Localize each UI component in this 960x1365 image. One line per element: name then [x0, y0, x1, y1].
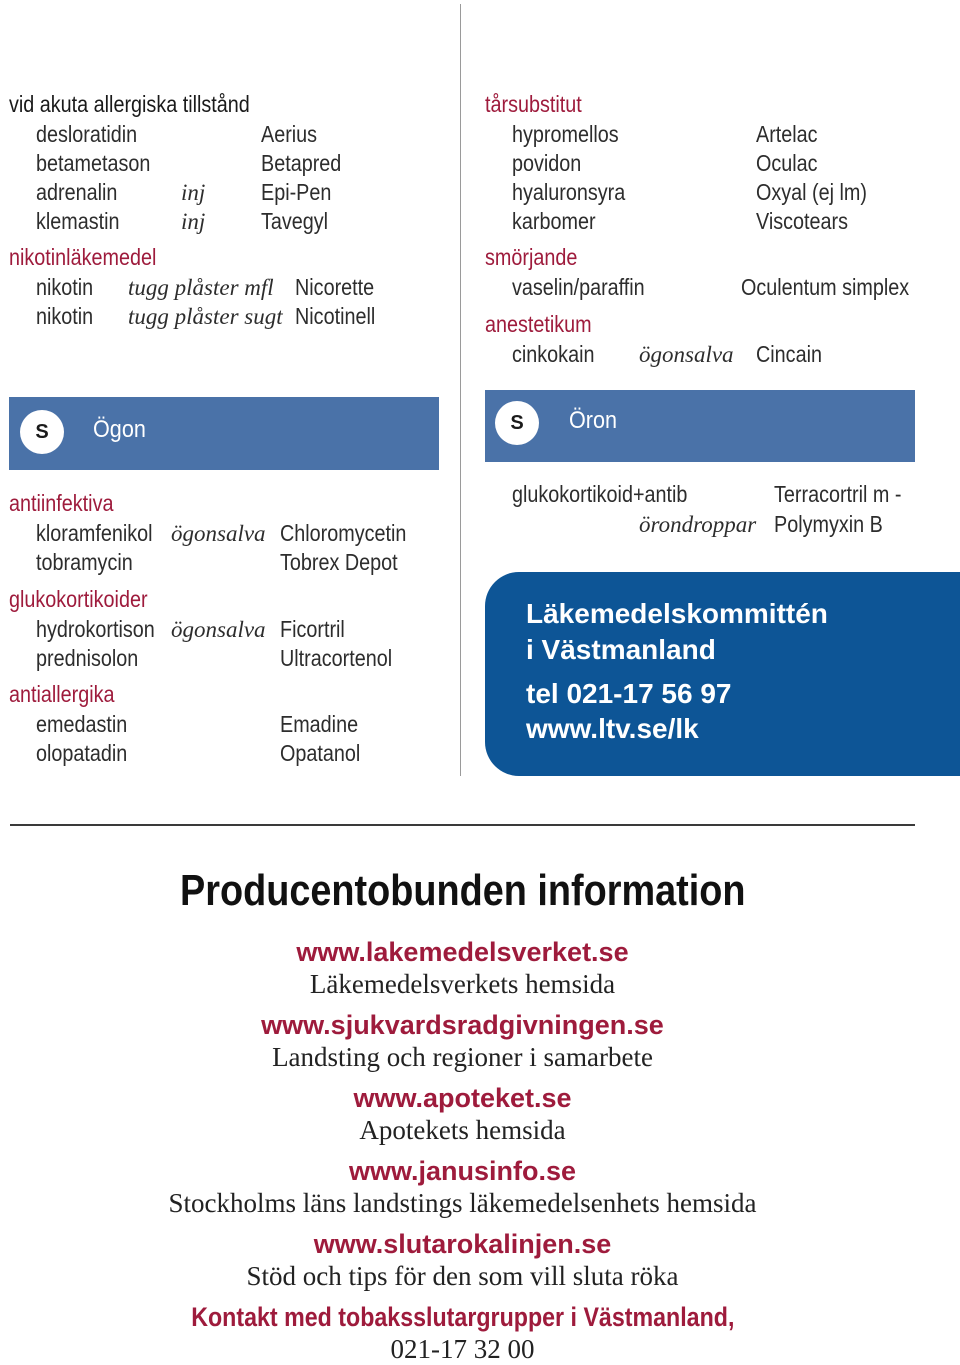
contact-text: Kontakt med tobaksslutargrupper i Västmanland, — [190, 1302, 735, 1332]
link-lakemedelsverket[interactable]: www.lakemedelsverket.se — [296, 937, 629, 967]
substance: klemastin — [36, 208, 120, 234]
brand: Cincain — [756, 341, 822, 367]
substance: prednisolon — [36, 645, 139, 671]
brand: Polymyxin B — [774, 511, 883, 537]
link-description: Stöd och tips för den som vill sluta röka — [246, 1261, 679, 1291]
brand: Chloromycetin — [280, 520, 407, 546]
brand: Viscotears — [756, 208, 848, 234]
dosage-form: inj — [181, 209, 206, 234]
link-janusinfo[interactable]: www.janusinfo.se — [348, 1156, 577, 1186]
heading-antiinfective: antiinfektiva — [9, 490, 114, 516]
contact-phone: 021-17 32 00 — [390, 1334, 535, 1364]
substance: adrenalin — [36, 179, 118, 205]
dosage-form: ögonsalva — [171, 617, 266, 642]
substance: glukokortikoid+antib — [512, 481, 688, 507]
dosage-form: ögonsalva — [171, 521, 266, 546]
heading-nicotine: nikotinläkemedel — [9, 244, 157, 270]
link-description: Apotekets hemsida — [359, 1115, 566, 1145]
badge-eyes: S — [20, 410, 64, 454]
dosage-form: inj — [181, 180, 206, 205]
committee-phone: tel 021-17 56 97 — [526, 678, 732, 709]
brand: Oxyal (ej lm) — [756, 179, 867, 205]
brand: Epi-Pen — [261, 179, 332, 205]
substance: nikotin — [36, 303, 94, 329]
badge-ears: S — [495, 401, 539, 445]
substance: karbomer — [512, 208, 596, 234]
brand: Oculac — [756, 150, 818, 176]
section-divider — [10, 824, 915, 826]
column-divider — [460, 4, 461, 776]
substance: betametason — [36, 150, 151, 176]
dosage-form: örondroppar — [639, 512, 757, 537]
substance: kloramfenikol — [36, 520, 153, 546]
substance: olopatadin — [36, 740, 128, 766]
substance: vaselin/paraffin — [512, 274, 645, 300]
link-description: Läkemedelsverkets hemsida — [309, 969, 616, 999]
link-apoteket[interactable]: www.apoteket.se — [353, 1083, 572, 1113]
substance: hypromellos — [512, 121, 619, 147]
banner-ears — [485, 390, 915, 462]
banner-eyes — [9, 397, 439, 470]
substance: povidon — [512, 150, 582, 176]
info-heading: Producentobunden information — [179, 866, 746, 915]
brand: Opatanol — [280, 740, 361, 766]
brand: Ultracortenol — [280, 645, 393, 671]
heading-lubricant: smörjande — [485, 244, 578, 270]
brand: Betapred — [261, 150, 342, 176]
dosage-form: tugg plåster sugt — [128, 304, 283, 329]
brand: Artelac — [756, 121, 818, 147]
brand: Tobrex Depot — [280, 549, 398, 575]
substance: hyaluronsyra — [512, 179, 626, 205]
brand: Oculentum simplex — [741, 274, 910, 300]
brand: Emadine — [280, 711, 359, 737]
brand: Nicotinell — [295, 303, 376, 329]
dosage-form: tugg plåster mfl — [128, 275, 274, 300]
committee-name: Läkemedelskommittén — [526, 598, 828, 629]
substance: emedastin — [36, 711, 128, 737]
heading-corticoid: glukokortikoider — [9, 586, 148, 612]
banner-title-ears: Öron — [569, 407, 618, 434]
brand: Tavegyl — [261, 208, 329, 234]
substance: cinkokain — [512, 341, 595, 367]
heading-tears: tårsubstitut — [485, 91, 582, 117]
committee-region: i Västmanland — [526, 634, 716, 665]
committee-web-link[interactable]: www.ltv.se/lk — [526, 713, 699, 744]
substance: nikotin — [36, 274, 94, 300]
brand: Ficortril — [280, 616, 345, 642]
link-sjukvardsradgivningen[interactable]: www.sjukvardsradgivningen.se — [261, 1010, 664, 1040]
brand: Terracortril m - — [774, 481, 902, 507]
substance: tobramycin — [36, 549, 133, 575]
heading-antiallergic: antiallergika — [9, 681, 115, 707]
heading-anesthetic: anestetikum — [485, 311, 592, 337]
substance: hydrokortison — [36, 616, 155, 642]
dosage-form: ögonsalva — [639, 342, 734, 367]
banner-title-eyes: Ögon — [93, 416, 146, 443]
link-slutarokalinjen[interactable]: www.slutarokalinjen.se — [313, 1229, 612, 1259]
heading-allergy: vid akuta allergiska tillstånd — [9, 91, 250, 117]
link-description: Stockholms läns landstings läkemedelsenhets hemsida — [168, 1188, 757, 1218]
brand: Nicorette — [295, 274, 375, 300]
link-description: Landsting och regioner i samarbete — [272, 1042, 653, 1072]
substance: desloratidin — [36, 121, 138, 147]
brand: Aerius — [261, 121, 318, 147]
